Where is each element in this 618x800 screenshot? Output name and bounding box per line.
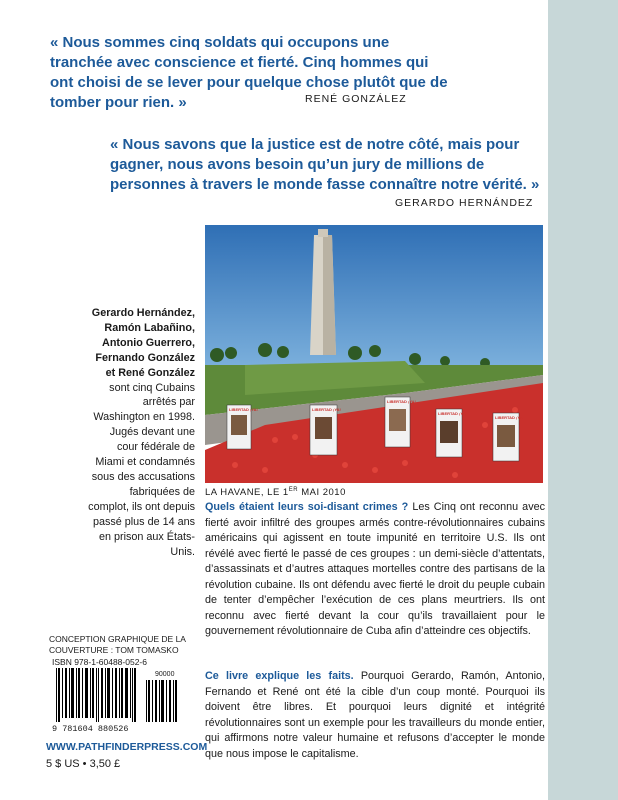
banner-text-1: LIBERTAD ¡YA! (229, 407, 258, 412)
photo-caption-sup: ER (288, 487, 299, 493)
banner-text-4: LIBERTAD ¡YA! (438, 411, 467, 416)
publisher-website[interactable]: WWW.PATHFINDERPRESS.COM (46, 741, 208, 753)
banner-text-5: LIBERTAD ¡YA! (495, 415, 524, 420)
isbn-text: ISBN 978-1-60488-052-6 (52, 657, 147, 667)
quote-rene-author: RENÉ GONZÁLEZ (305, 93, 407, 105)
quote-rene-text: « Nous sommes cinq soldats qui occupons une tranchée avec conscience et fierté. Cinq hommes qui ont choisi de se lever pour quelque chose plutôt que de tomber pour rien. » (50, 34, 448, 111)
quote-gerardo-text: « Nous savons que la justice est de notre côté, mais pour gagner, nous avons besoin qu’un jury de millions de personnes à travers le monde fasse connaître notre vérité. » (110, 136, 540, 193)
barcode-digits: 9 781604 880526 (52, 724, 129, 733)
isbn-addon: 90000 (155, 671, 175, 678)
body-paragraph-facts (205, 669, 545, 762)
photo-caption-tail: MAI 2010 (298, 487, 346, 499)
right-color-band (548, 0, 618, 800)
isbn-barcode-block (50, 656, 194, 733)
cuban-five-description: sont cinq Cubains arrêtés par Washington en 1998. Jugés devant une cour fédérale de Miami et condamnés sous des accusations fabriquées de complot, ils ont depuis passé plus de 14 ans en prison aux États-Unis. (88, 381, 195, 558)
quote-gerardo-author: GERARDO HERNÁNDEZ (395, 197, 534, 209)
cuban-five-names: Gerardo Hernández, Ramón Labañino, Antonio Guerrero, Fernando González et René González (91, 307, 195, 379)
cuban-five-summary (88, 306, 195, 559)
body-paragraph-crimes (205, 500, 545, 640)
photo-caption-main: LA HAVANE, LE 1 (205, 487, 289, 499)
body-paragraph-facts-text: Pourquoi Gerardo, Ramón, Antonio, Fernando et René ont été la cible d’un coup monté. Pourquoi ils doivent être libres. Et pourquoi leurs dignité et intégrité révolutionnaires sont un exemple pour les travailleurs du monde entier, qui affirmons notre valeur humaine et refusons d’accepter le monde que nous impose le capitalisme. (205, 670, 545, 760)
havana-march-photo (205, 225, 543, 483)
banner-text-2: LIBERTAD ¡YA! (312, 407, 341, 412)
body-paragraph-crimes-text: Les Cinq ont reconnu avec fierté avoir infiltré des groupes armés contre-révolutionnaires cubains américains qui agissent en toute impunité en territoire U.S. Ils ont révélé avec fierté le passé de ces groupes : un demi-siècle d’attentats, d’assassinats et d’autres attaques mortelles contre des partisans de la révolution cubaine. Ils ont défendu avec fierté le droit du peuple cubain de tenter d’empêcher l’exécution de ces plans meurtriers. Ils ont reconnu avec fierté devant la cour qu’ils travaillaient pour le gouvernement révolutionnaire de Cuba afin d’atteindre ces objectifs. (205, 501, 545, 637)
banner-text-3: LIBERTAD ¡YA! (387, 399, 416, 404)
price: 5 $ US • 3,50 £ (46, 758, 121, 770)
quote-gerardo (110, 135, 540, 195)
photo-caption (205, 487, 346, 498)
body-paragraph-crimes-lead: Quels étaient leurs soi-disant crimes ? (205, 501, 409, 513)
body-paragraph-facts-lead: Ce livre explique les faits. (205, 670, 354, 682)
cover-design-credit: CONCEPTION GRAPHIQUE DE LA COUVERTURE : TOM TOMASKO (49, 634, 186, 655)
